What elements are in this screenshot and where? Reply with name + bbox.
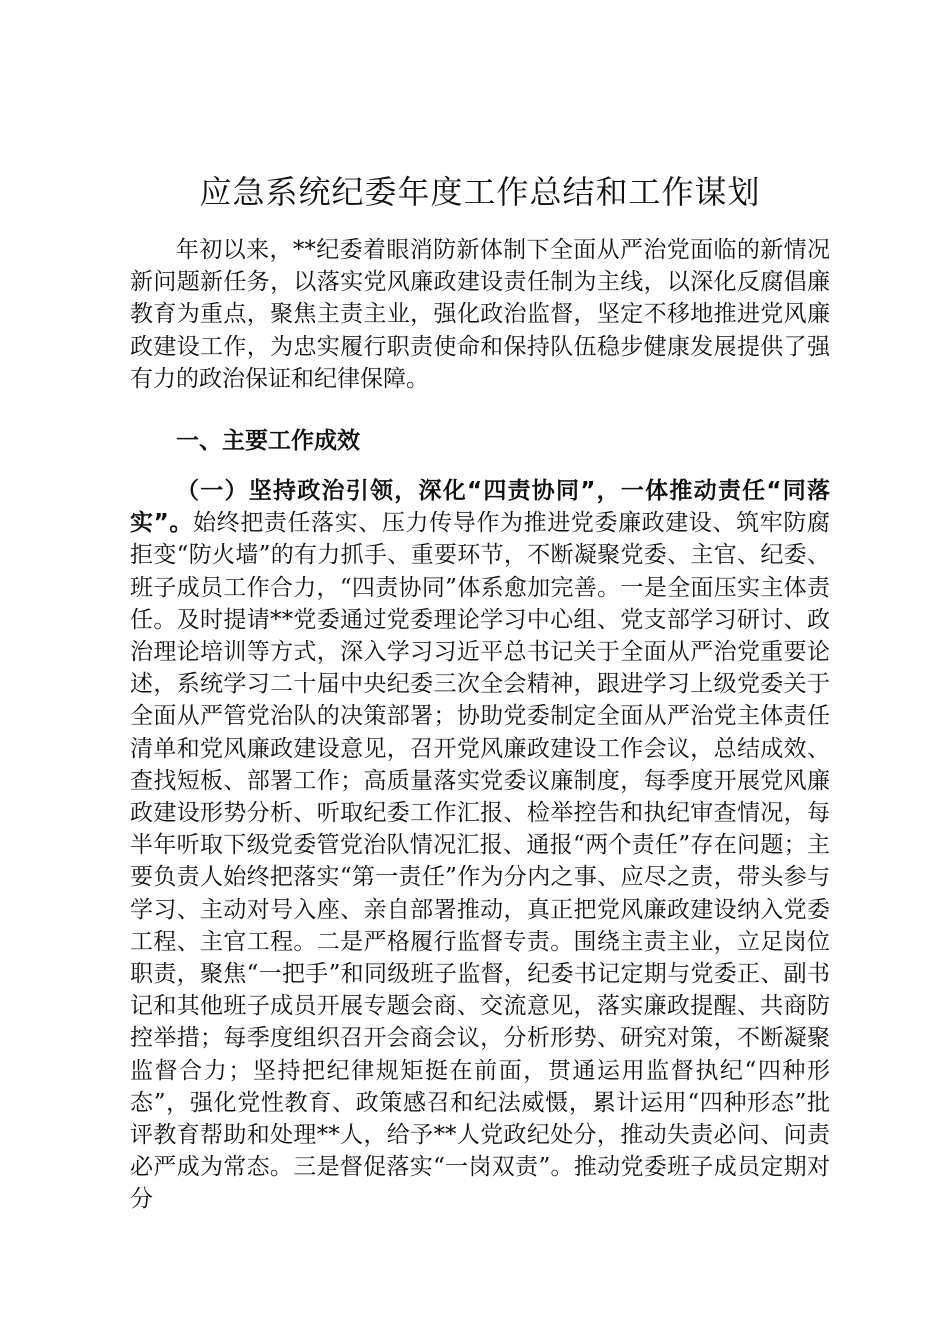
document-body [130,170,830,1216]
section-heading-main-achievements: 一、主要工作成效 [176,428,360,455]
intro-paragraph: 年初以来，**纪委着眼消防新体制下全面从严治党面临的新情况新问题新任务，以落实党风廉政建设责任制为主线，以深化反腐倡廉教育为重点，聚焦主责主业，强化政治监督，坚定不移地推进党风廉政建设工作，为忠实履行职责使命和保持队伍稳步健康发展提供了强有力的政治保证和纪律保障。 [130,237,830,392]
subsection-paragraph-1 [130,475,830,1216]
subsection-heading-1: （一）坚持政治引领，深化“四责协同”，一体推动责任“同落实”。 [130,478,830,537]
subsection-body-1: 始终把责任落实、压力传导作为推进党委廉政建设、筑牢防腐拒变“防火墙”的有力抓手、重要环节，不断凝聚党委、主官、纪委、班子成员工作合力，“四责协同”体系愈加完善。一是全面压实主体责任。及时提请**党委通过党委理论学习中心组、党支部学习研讨、政治理论培训等方式，深入学习习近平总书记关于全面从严治党重要论述，系统学习二十届中央纪委三次全会精神，跟进学习上级党委关于全面从严管党治队的决策部署；协助党委制定全面从严治党主体责任清单和党风廉政建设意见，召开党风廉政建设工作会议，总结成效、查找短板、部署工作；高质量落实党委议廉制度，每季度开展党风廉政建设形势分析、听取纪委工作汇报、检举控告和执纪审查情况，每半年听取下级党委管党治队情况汇报、通报“两个责任”存在问题；主要负责人始终把落实“第一责任”作为分内之事、应尽之责，带头参与学习、主动对号入座、亲自部署推动，真正把党风廉政建设纳入党委工程、主官工程。二是严格履行监督专责。围绕主责主业，立足岗位职责，聚焦“一把手”和同级班子监督，纪委书记定期与党委正、副书记和其他班子成员开展专题会商、交流意见，落实廉政提醒、共商防控举措；每季度组织召开会商会议，分析形势、研究对策，不断凝聚监督合力；坚持把纪律规矩挺在前面，贯通运用监督执纪“四种形态”，强化党性教育、政策感召和纪法威慑，累计运用“四种形态”批评教育帮助和处理**人，给予**人党政纪处分，推动失责必问、问责必严成为常态。三是督促落实“一岗双责”。推动党委班子成员定期对分 [130,510,830,1213]
document-title: 应急系统纪委年度工作总结和工作谋划 [199,173,761,211]
